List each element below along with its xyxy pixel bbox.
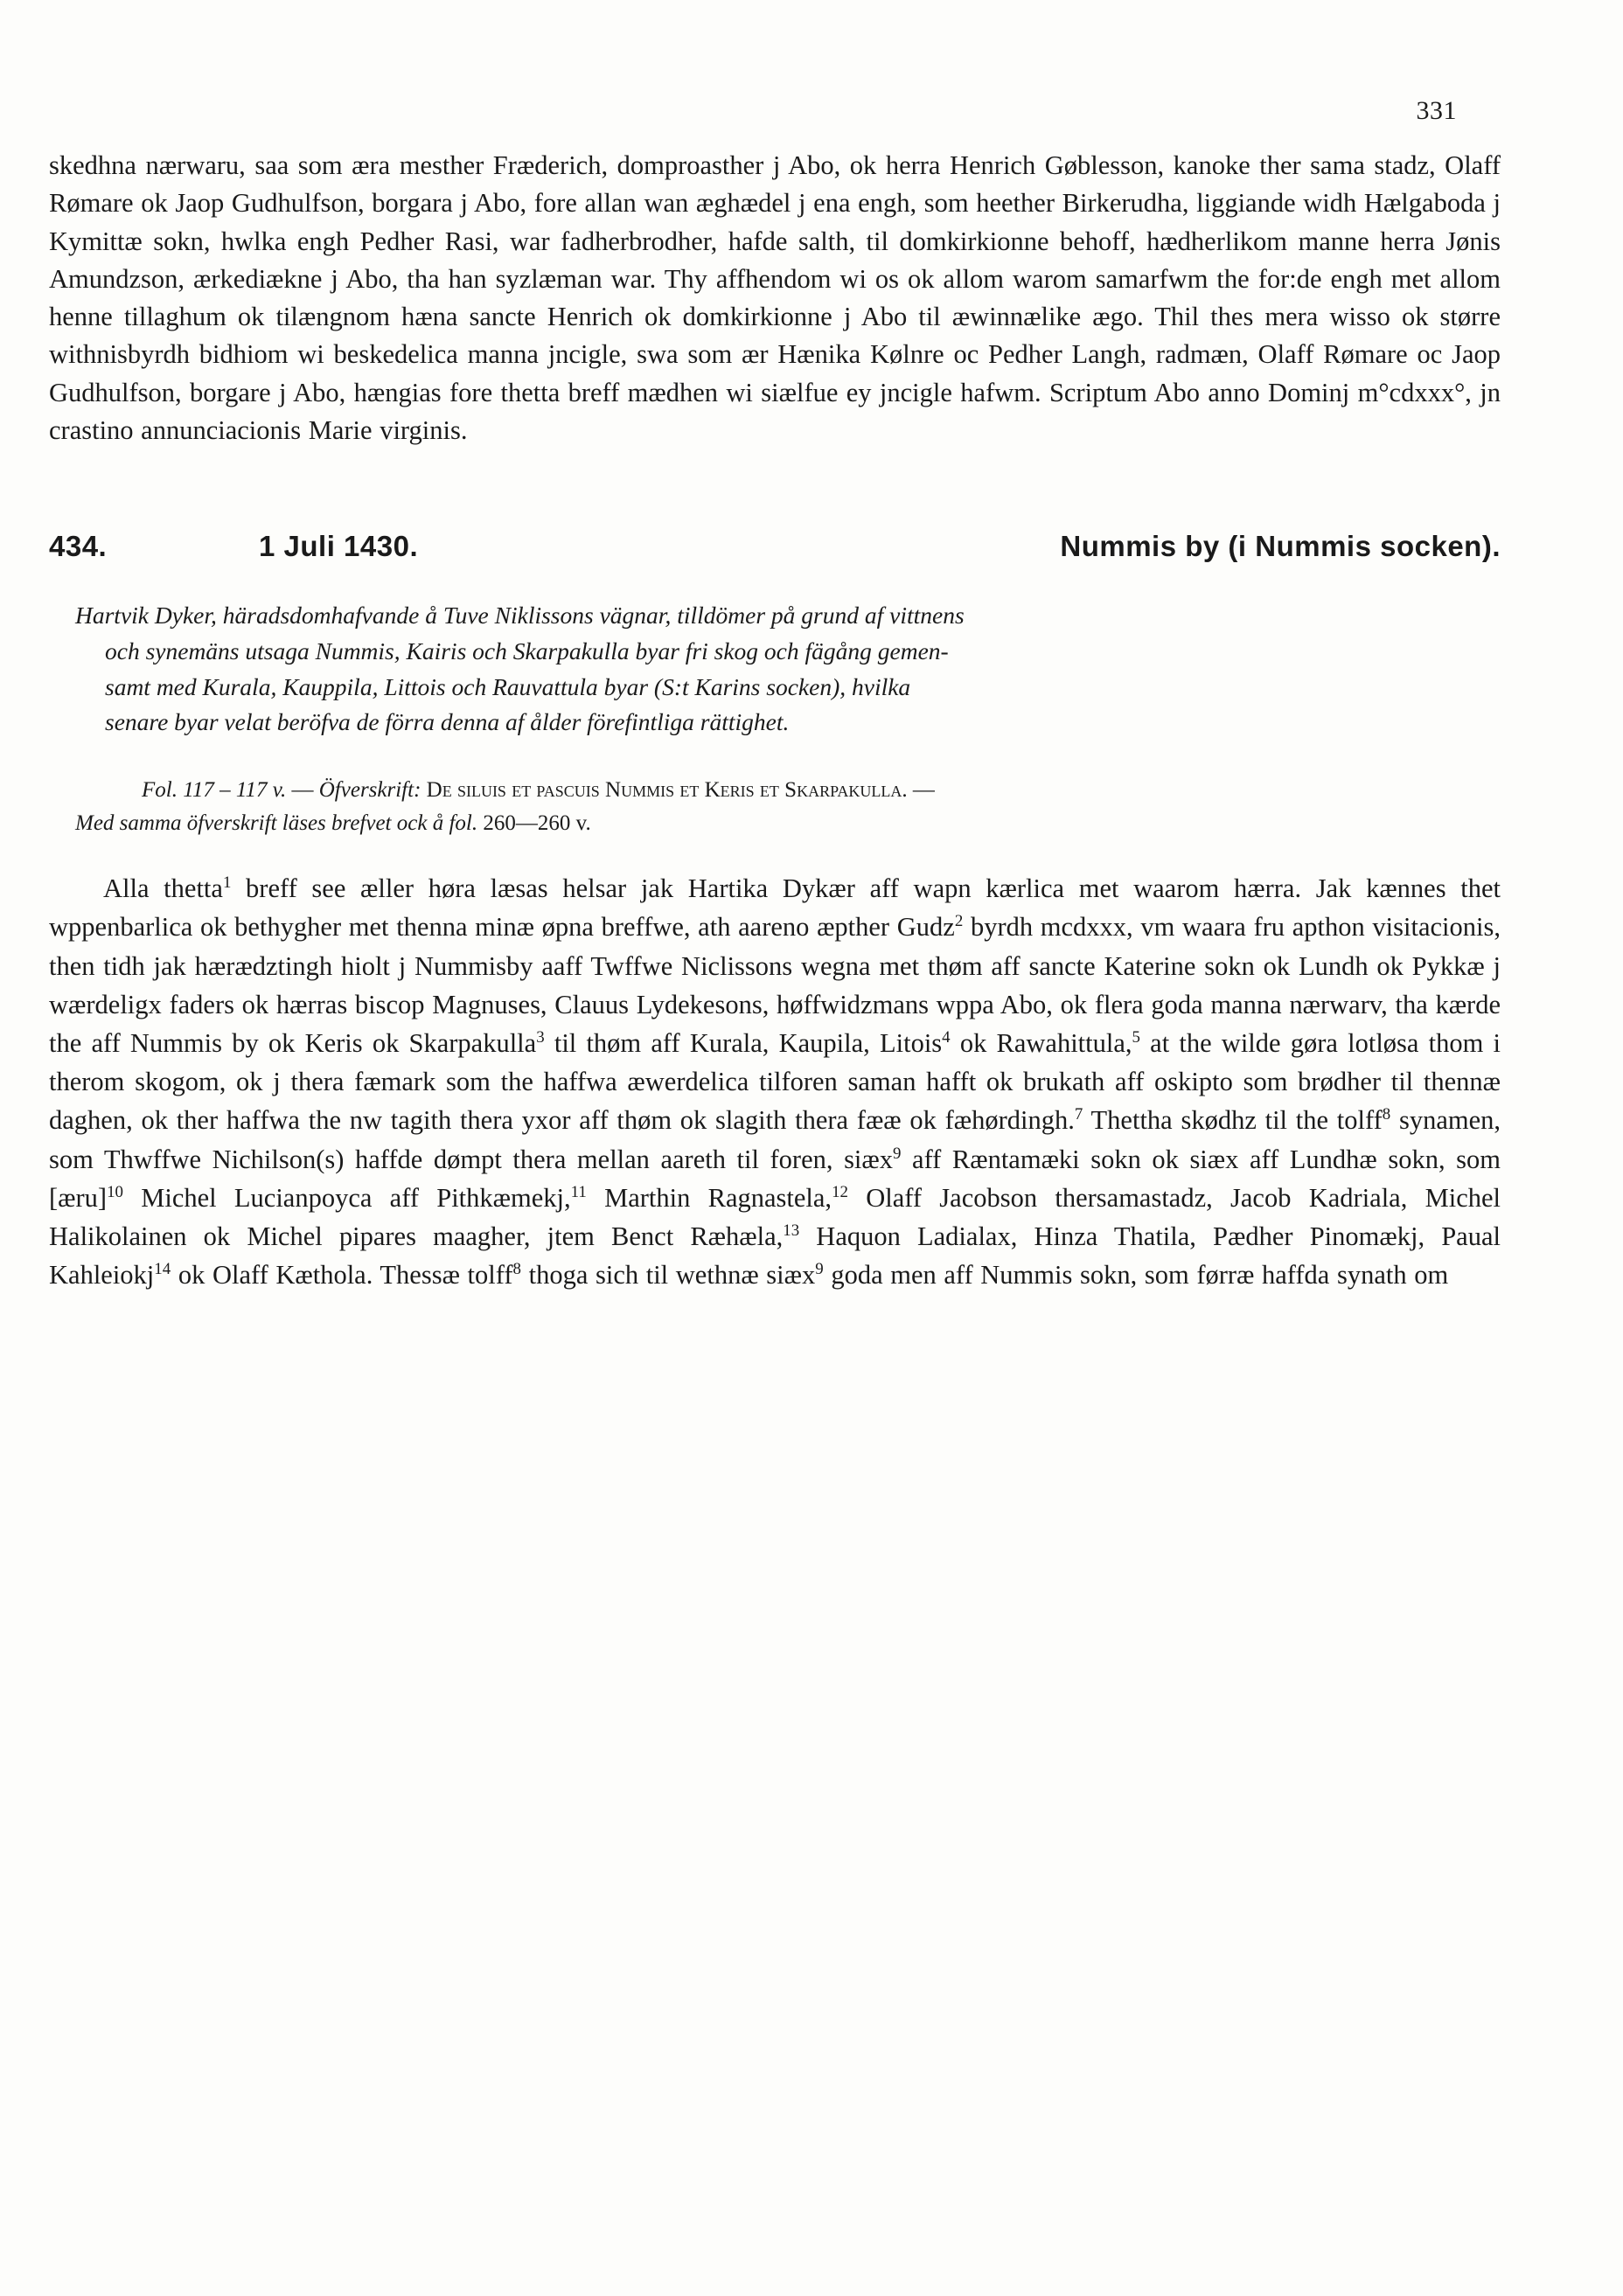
footnote-ref: 11 — [570, 1182, 587, 1201]
body-seg: byrdh mcdxxx, vm waara fru apthon visitacionis, then tidh jak hærædztingh hiolt j Nummisby aaff Twffwe Niclissons wegna met thøm aff sancte Katerine sokn ok Lundh ok Pykkæ j wærdeligx faders ok hærras biscop Magnuses, Clauus Lydekesons, høffwidzmans wppa Abo, ok flera goda manna nærwarv, tha kærde the aff Nummis by ok Keris ok Skarpakulla — [49, 912, 1501, 1058]
page-number: 331 — [1416, 96, 1457, 125]
source-latin: De siluis et pascuis Nummis et Keris et Skarpakulla. — — [426, 778, 935, 803]
footnote-ref: 1 — [222, 873, 232, 892]
body-seg: Michel Lucianpoyca aff Pithkæmekj, — [122, 1182, 571, 1213]
source-dash: — — [291, 778, 314, 803]
body-seg: Haquon Ladialax, Hinza Thatila, Pædher Pinomækj, Paual Kahleiokj — [49, 1221, 1501, 1291]
footnote-ref: 12 — [832, 1182, 848, 1201]
footnote-ref: 9 — [893, 1144, 902, 1163]
body-seg: Thettha skødhz til the tolff — [1083, 1105, 1383, 1136]
continued-paragraph: skedhna nærwaru, saa som æra mesther Fræderich, domproasther j Abo, ok herra Henrich Gøblesson, kanoke ther sama stadz, Olaff Rømare ok Jaop Gudhulfson, borgara j Abo, fore allan wan æghædel j ena engh, som heether Birkerudha, liggiande widh Hælgaboda j Kymittæ sokn, hwlka engh Pedher Rasi, war fadherbrodher, hafde salth, til domkirkionne behoff, hædherlikom manne herra Jønis Amundzson, ærkediækne j Abo, tha han syzlæman war. Thy affhendom wi os ok allom warom samarfwm the for:de engh met allom henne tillaghum ok tilængnom hæna sancte Henrich ok domkirkionne j Abo til æwinnælike ægo. Thil thes mera wisso ok større withnisbyrdh bidhiom wi beskedelica manna jncigle, swa som ær Hænika Kølnre oc Pedher Langh, radmæn, Olaff Rømare oc Jaop Gudhulfson, borgare j Abo, hængias fore thetta breff mædhen wi siælfue ey jncigle hafwm. Scriptum Abo anno Dominj m°cdxxx°, jn crastino annunciacionis Marie virginis. — [49, 150, 1501, 446]
body-seg: at the wilde gøra lotløsa thom i therom skogom, ok j thera fæmark som the haffwa æwerdelica tilforen saman hafft ok brukath aff oskipto som brødher til thennæ daghen, ok ther haffwa the nw tagith thera yxor aff thøm ok slagith thera fææ ok fæhørdingh. — [49, 1028, 1501, 1136]
body-seg: Olaff Jacobson thersamastadz, Jacob Kadriala, Michel Halikolainen ok Michel pipares maagher, jtem Benct Ræhæla, — [49, 1182, 1501, 1252]
body-seg: synamen, som Thwffwe Nichilson(s) haffde dømpt thera mellan aareth til foren, siæx — [49, 1105, 1501, 1174]
regest-line: senare byar velat beröfva de förra denna af ålder förefintliga rättighet. — [105, 708, 790, 736]
body-seg: Alla thetta — [103, 873, 223, 904]
footnote-ref: 3 — [536, 1027, 545, 1047]
footnote-ref: 8 — [512, 1260, 521, 1279]
footnote-ref: 2 — [954, 912, 964, 931]
regest-line: samt med Kurala, Kauppila, Littois och Rauvattula byar (S:t Karins socken), hvilka — [105, 672, 911, 700]
body-seg: til thøm aff Kurala, Kaupila, Litois — [544, 1028, 943, 1058]
entry-body — [49, 869, 1501, 1294]
source-note-italic: Med samma öfverskrift läses brefvet ock å fol. — [75, 811, 478, 835]
body-seg: aff Ræntamæki sokn ok siæx aff Lundhæ sokn, som [æru] — [49, 1144, 1501, 1213]
source-label: Öfverskrift: — [318, 778, 421, 803]
entry-heading — [49, 530, 1501, 563]
footnote-ref: 14 — [154, 1260, 171, 1279]
footnote-ref: 5 — [1132, 1027, 1140, 1047]
entry-source-note — [75, 774, 1487, 839]
footnote-ref: 13 — [783, 1221, 800, 1240]
body-seg: thoga sich til wethnæ siæx — [520, 1260, 816, 1291]
page-content — [49, 96, 1501, 1295]
body-seg: goda men aff Nummis sokn, som førræ haffda synath om — [823, 1260, 1449, 1291]
entry-number: 434. — [49, 530, 108, 563]
body-seg: ok Olaff Kæthola. Thessæ tolff — [171, 1260, 513, 1291]
footnote-ref: 10 — [107, 1182, 123, 1201]
footnote-ref: 4 — [942, 1027, 951, 1047]
entry-place: Nummis by (i Nummis socken). — [1060, 530, 1501, 563]
footnote-ref: 9 — [815, 1260, 824, 1279]
body-seg: breff see æller høra læsas helsar jak Hartika Dykær aff wapn kærlica met waarom hærra. Jak kænnes thet wppenbarlica ok bethygher met thenna minæ øpna breffwe, ath aareno æpther Gudz — [49, 873, 1501, 943]
footnote-ref: 8 — [1382, 1105, 1391, 1124]
source-folio: Fol. 117 – 117 v. — [142, 778, 287, 803]
regest-line: och synemäns utsaga Nummis, Kairis och Skarpakulla byar fri skog och fägång gemen- — [105, 637, 949, 665]
regest-line: Hartvik Dyker, häradsdomhafvande å Tuve Niklissons vägnar, tilldömer på grund af vittnens — [75, 602, 965, 630]
source-note-rest: 260—260 v. — [483, 811, 591, 835]
body-seg: Marthin Ragnastela, — [586, 1182, 832, 1213]
entry-date: 1 Juli 1430. — [259, 530, 419, 563]
footnote-ref: 7 — [1074, 1105, 1083, 1124]
body-seg: ok Rawahittula, — [950, 1028, 1132, 1058]
entry-regest — [75, 598, 1487, 741]
